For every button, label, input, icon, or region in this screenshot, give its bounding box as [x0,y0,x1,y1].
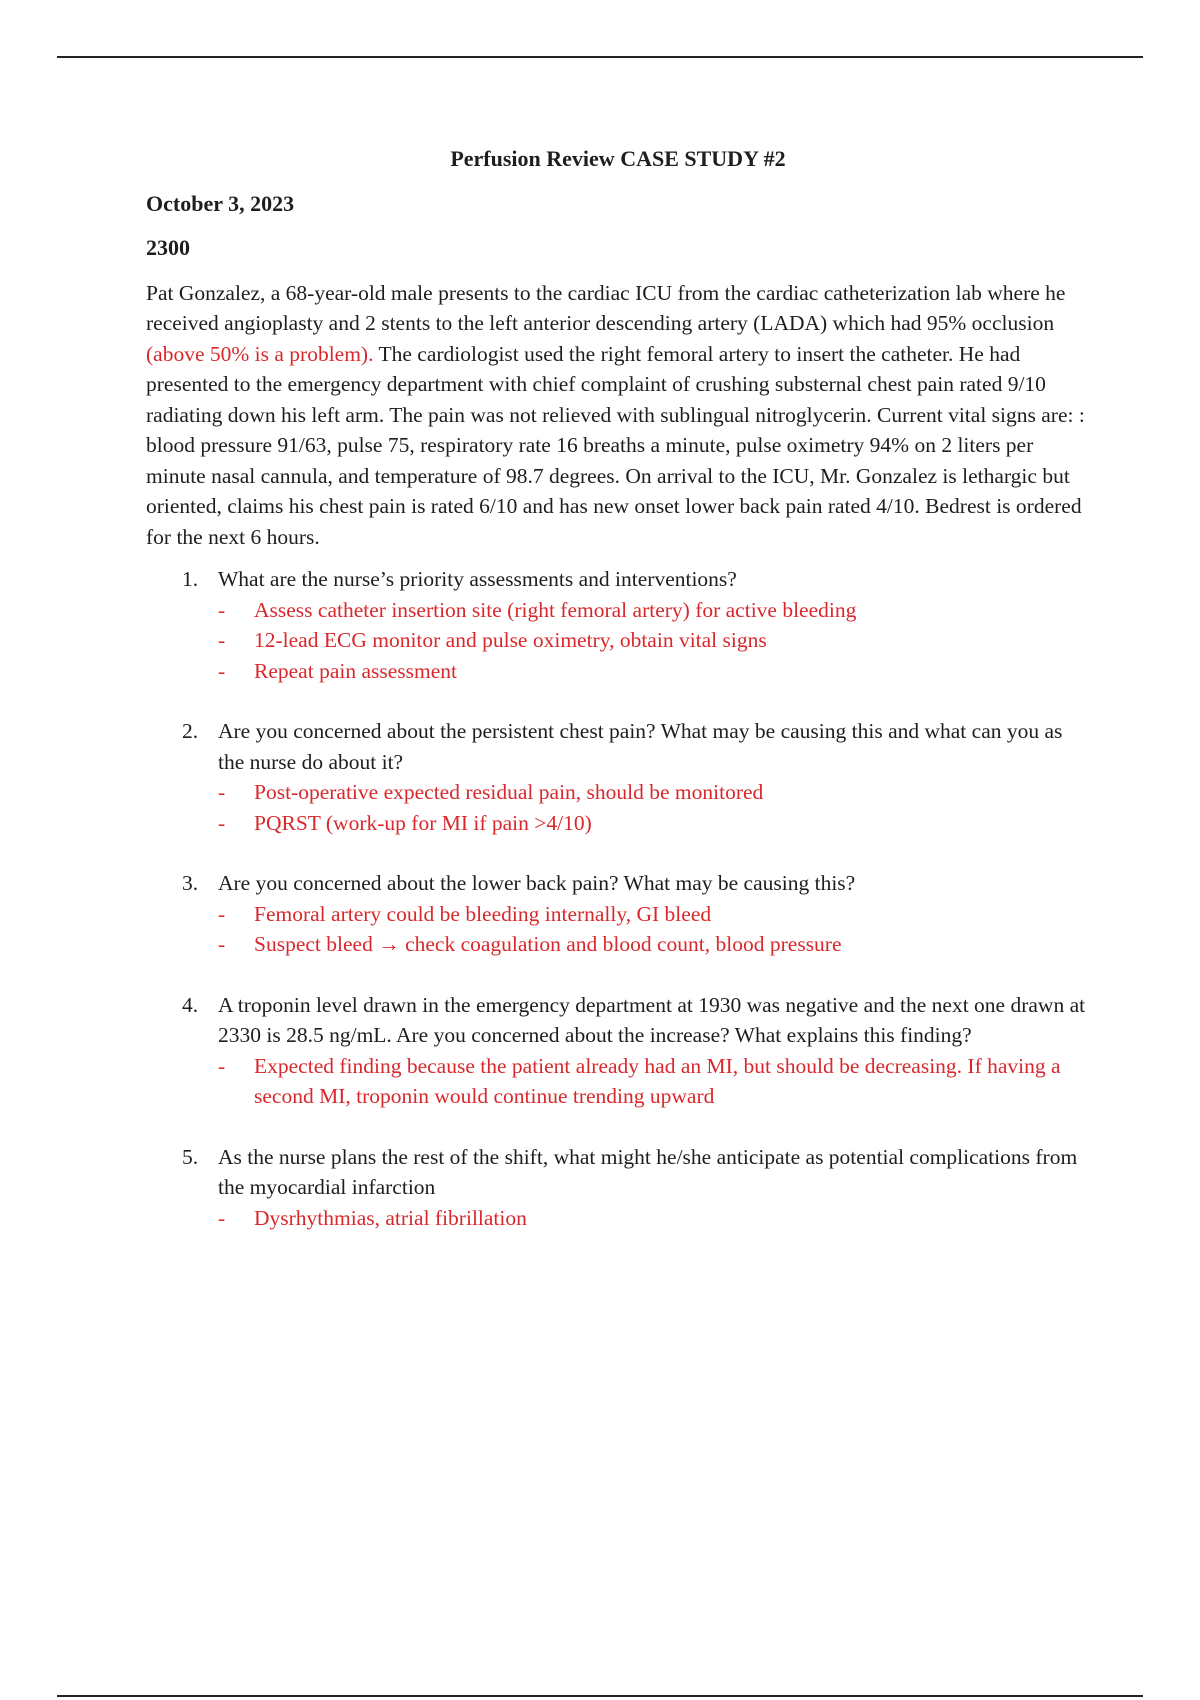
question-text: Are you concerned about the persistent chest pain? What may be causing this and what can you as the nurse do about it? [218,719,1063,774]
bullet-dash: - [218,1053,226,1078]
answer-list [218,777,1090,838]
question-item [146,990,1090,1112]
question-text: As the nurse plans the rest of the shift, what might he/she anticipate as potential complications from the myocardial infarction [218,1144,1078,1199]
question-number: 5. [182,1144,199,1169]
question-number: 4. [182,992,199,1017]
question-item [146,716,1090,838]
answer-list [218,1203,1090,1234]
answer-item [218,929,1090,960]
question-number: 1. [182,567,199,591]
bullet-dash: - [218,810,226,835]
answer-item [218,1051,1090,1112]
question-item [146,868,1090,960]
document-page [146,144,1090,1263]
answer-text: PQRST (work-up for MI if pain >4/10) [254,810,592,835]
document-date: October 3, 2023 [146,190,295,216]
answer-text: Femoral artery could be bleeding internally, GI bleed [254,901,712,926]
answer-text: 12-lead ECG monitor and pulse oximetry, obtain vital signs [254,628,767,652]
question-text: Are you concerned about the lower back pain? What may be causing this? [218,871,856,895]
question-list [146,564,1090,1233]
answer-item [218,1203,1090,1234]
bullet-dash: - [218,932,226,956]
answer-item [218,625,1090,656]
case-scenario [146,278,1090,553]
question-number: 2. [182,719,199,743]
question-item [146,1142,1090,1234]
answer-list [218,1051,1090,1112]
answer-text: Repeat pain assessment [254,658,458,683]
scenario-highlight: (above 50% is a problem). [146,341,374,366]
bullet-dash: - [218,658,226,683]
answer-text: Expected finding because the patient already had an MI, but should be decreasing. If having a second MI, troponin would continue trending upward [254,1053,1061,1108]
scenario-text-after: The cardiologist used the right femoral artery to insert the catheter. He had presented to the emergency department with chief complaint of crushing substernal chest pain rated 9/10 radiating down his left arm. The pain was not relieved with sublingual nitroglycerin. Current vital signs are: : blood pressure 91/63, pulse 75, respiratory rate 16 breaths a minute, pulse oximetry 94% on 2 liters per minute nasal cannula, and temperature of 98.7 degrees. On arrival to the ICU, Mr. Gonzalez is lethargic but oriented, claims his chest pain is rated 6/10 and has new onset lower back pain rated 4/10. Bedrest is ordered for the next 6 hours. [146,341,1085,549]
answer-list [218,899,1090,960]
bullet-dash: - [218,780,226,804]
top-rule [57,56,1143,58]
document-time: 2300 [146,235,190,260]
bullet-dash: - [218,901,226,926]
bullet-dash: - [218,1205,226,1230]
question-text: A troponin level drawn in the emergency department at 1930 was negative and the next one drawn at 2330 is 28.5 ng/mL. Are you concerned about the increase? What explains this finding? [218,992,1086,1047]
answer-text: Post-operative expected residual pain, should be monitored [254,780,764,804]
answer-text: Suspect bleed → check coagulation and blood count, blood pressure [254,932,842,956]
answer-item [218,656,1090,687]
question-item [146,564,1090,686]
answer-text: Dysrhythmias, atrial fibrillation [254,1205,527,1230]
answer-list [218,595,1090,687]
question-number: 3. [182,871,199,895]
bottom-rule [57,1695,1143,1697]
answer-text: Assess catheter insertion site (right femoral artery) for active bleeding [254,597,857,622]
answer-item [218,808,1090,839]
question-text: What are the nurse’s priority assessments and interventions? [218,567,737,591]
bullet-dash: - [218,597,226,622]
scenario-text-before: Pat Gonzalez, a 68-year-old male presents to the cardiac ICU from the cardiac catheterization lab where he received angioplasty and 2 stents to the left anterior descending artery (LADA) which had 95% occlusion [146,280,1066,335]
answer-item [218,899,1090,930]
answer-item [218,777,1090,808]
bullet-dash: - [218,628,226,652]
document-title: Perfusion Review CASE STUDY #2 [450,146,786,171]
answer-item [218,595,1090,626]
